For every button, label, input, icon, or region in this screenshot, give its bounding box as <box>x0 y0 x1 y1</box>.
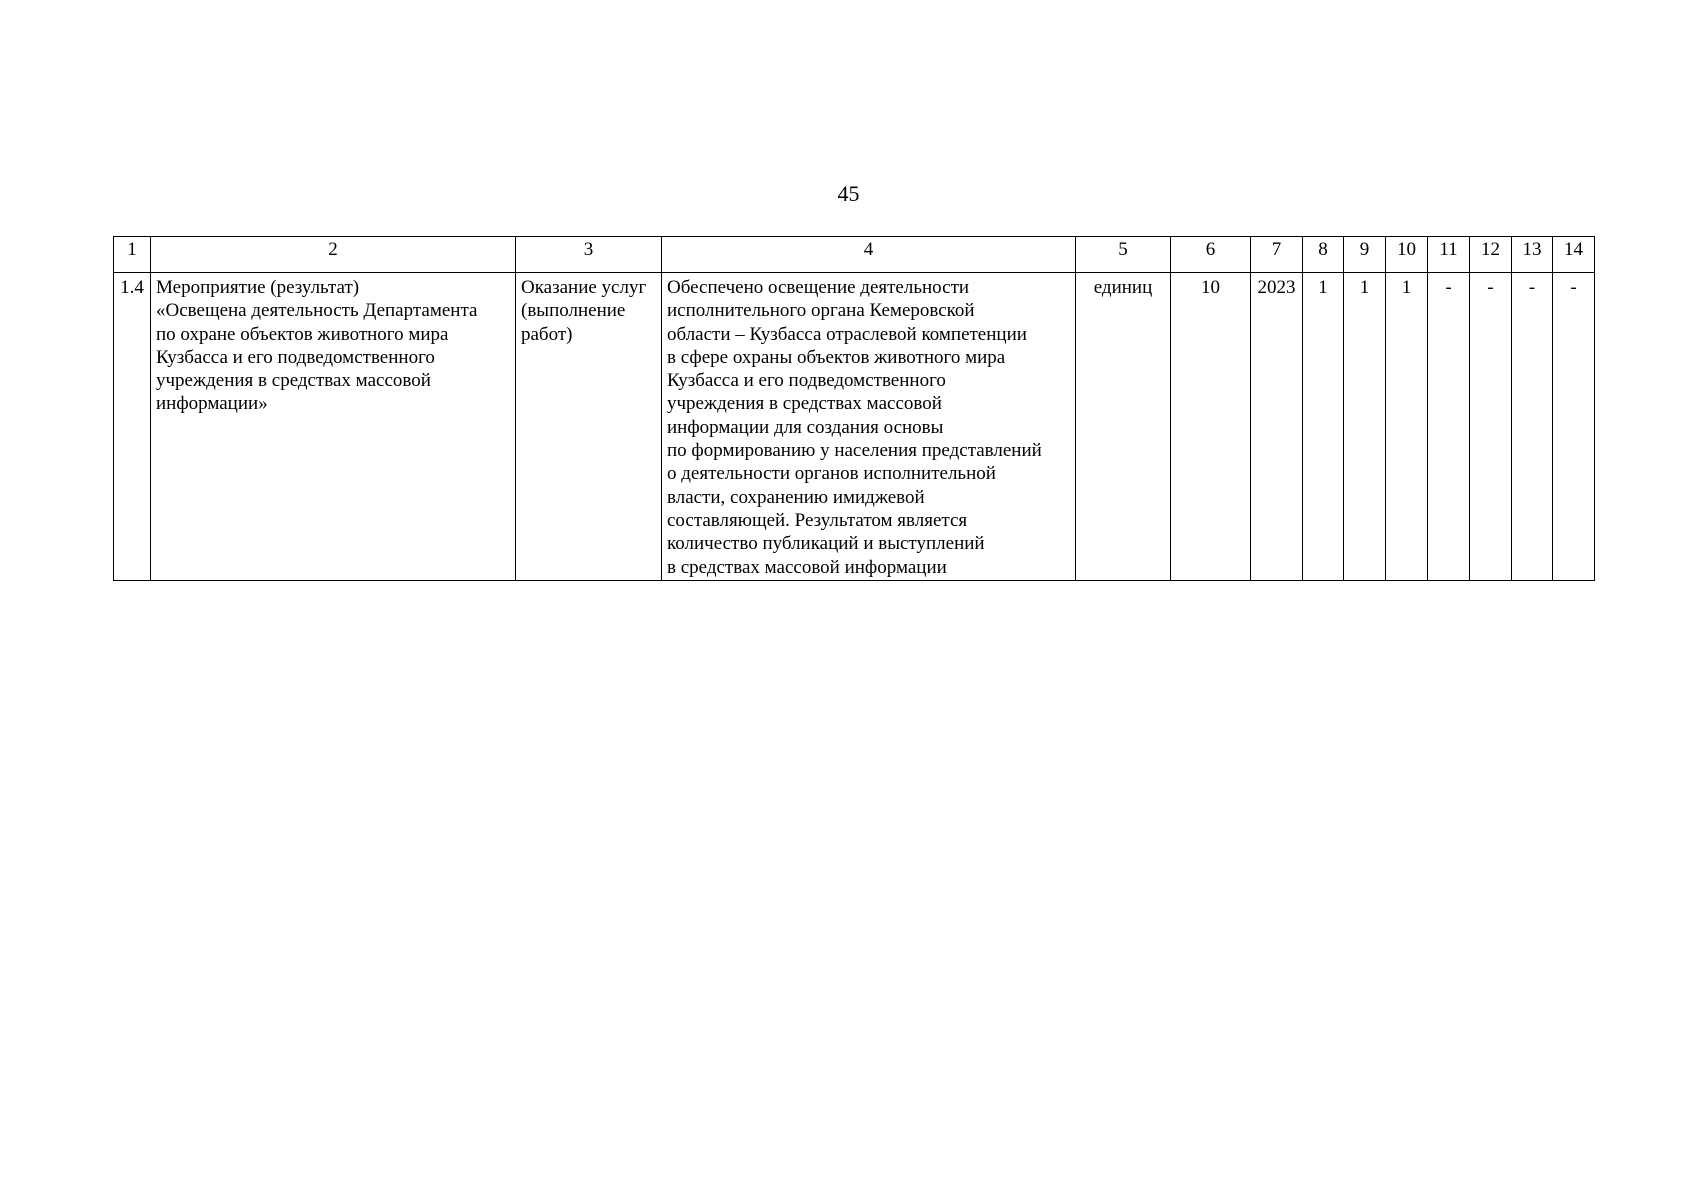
row-number-cell: 1.4 <box>114 273 151 581</box>
column-number: 11 <box>1428 237 1470 273</box>
base-year-cell: 2023 <box>1251 273 1303 581</box>
value-cell: - <box>1512 273 1553 581</box>
value-cell: 1 <box>1344 273 1386 581</box>
column-number: 5 <box>1076 237 1171 273</box>
indicators-table <box>113 236 1595 581</box>
base-value-cell: 10 <box>1171 273 1251 581</box>
column-number: 9 <box>1344 237 1386 273</box>
table-row <box>114 273 1595 581</box>
unit-cell: единиц <box>1076 273 1171 581</box>
column-number-row <box>114 237 1595 273</box>
column-number: 6 <box>1171 237 1251 273</box>
event-type-cell: Оказание услуг (выполнение работ) <box>516 273 662 581</box>
column-number: 2 <box>151 237 516 273</box>
column-number: 4 <box>662 237 1076 273</box>
value-cell: - <box>1470 273 1512 581</box>
value-cell: - <box>1553 273 1595 581</box>
column-number: 3 <box>516 237 662 273</box>
value-cell: 1 <box>1386 273 1428 581</box>
column-number: 10 <box>1386 237 1428 273</box>
column-number: 12 <box>1470 237 1512 273</box>
column-number: 8 <box>1303 237 1344 273</box>
description-cell: Обеспечено освещение деятельности исполнительного органа Кемеровской области – Кузбасса отраслевой компетенции в сфере охраны объектов животного мира Кузбасса и его подведомственного учреждения в средствах массовой информации для создания основы по формированию у населения представлений о деятельности органов исполнительной власти, сохранению имиджевой составляющей. Результатом является количество публикаций и выступлений в средствах массовой информации <box>662 273 1076 581</box>
column-number: 1 <box>114 237 151 273</box>
event-name-cell: Мероприятие (результат) «Освещена деятельность Департамента по охране объектов животного мира Кузбасса и его подведомственного учреждения в средствах массовой информации» <box>151 273 516 581</box>
value-cell: 1 <box>1303 273 1344 581</box>
column-number: 13 <box>1512 237 1553 273</box>
value-cell: - <box>1428 273 1470 581</box>
column-number: 7 <box>1251 237 1303 273</box>
page-number: 45 <box>837 181 860 206</box>
column-number: 14 <box>1553 237 1595 273</box>
